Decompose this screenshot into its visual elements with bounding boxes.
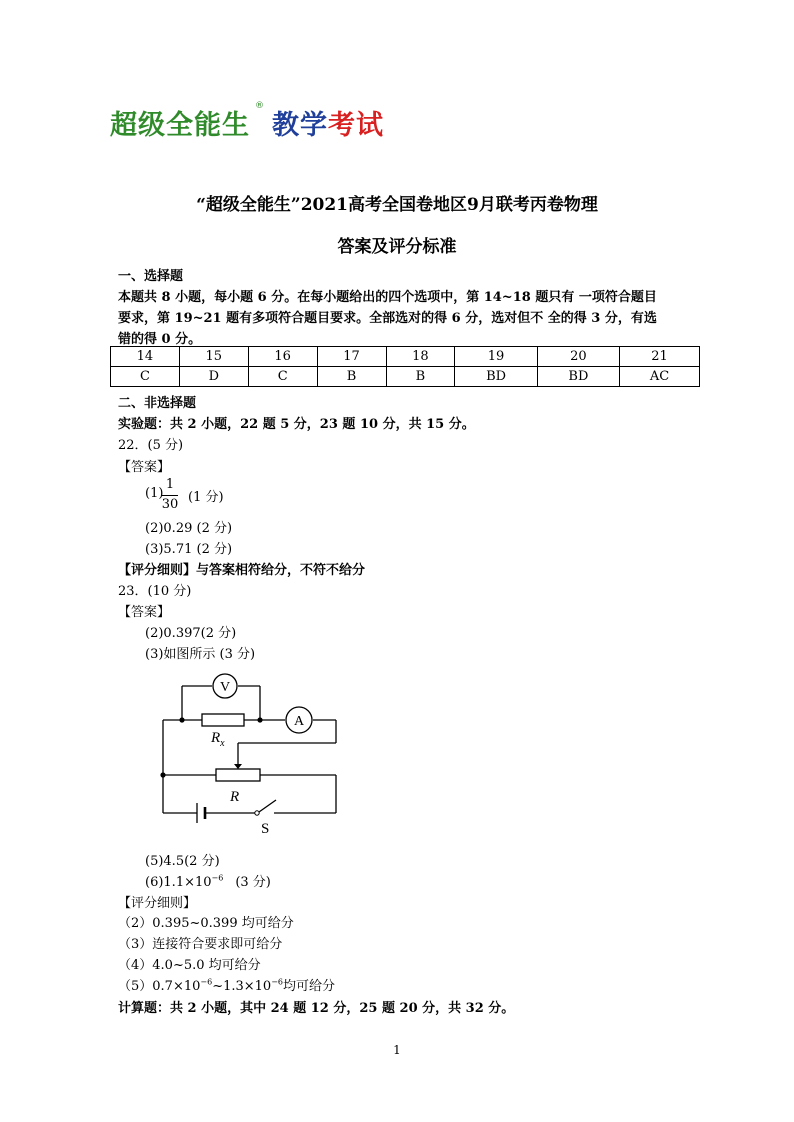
- fraction-denominator: 30: [161, 497, 179, 512]
- fraction-bar: [162, 495, 178, 496]
- switch-label: S: [261, 821, 270, 837]
- q22-a1-score: (1 分): [188, 490, 224, 505]
- q23-a5: (5)4.5(2 分): [145, 854, 220, 869]
- rheostat-label: R: [230, 789, 240, 805]
- table-cell: 21: [620, 347, 700, 367]
- rx-letter: R: [211, 730, 221, 746]
- q23-rubric-3: （3）连接符合要求即可给分: [118, 937, 283, 952]
- section1-line: 要求，第 19~21 题有多项符合题目要求。全部选对的得 6 分，选对但不 全的得 3 分，有选: [118, 311, 657, 326]
- q23-a3: (3)如图所示 (3 分): [145, 647, 256, 662]
- logo-subtitle: [272, 103, 384, 142]
- section1-heading: 一、选择题: [118, 269, 184, 284]
- r5-part-b: ~1.3×10: [212, 979, 272, 994]
- slider-arrow: [234, 764, 242, 769]
- q22-rubric: 【评分细则】与答案相符给分，不符不给分: [118, 563, 366, 578]
- switch-contact: [255, 811, 259, 815]
- r5-part-a: （5）0.7×10: [118, 979, 201, 994]
- table-cell: 20: [537, 347, 619, 367]
- registered-mark: ®: [255, 101, 264, 111]
- table-row-answers: [111, 367, 700, 387]
- table-cell: B: [317, 367, 386, 387]
- q22-a1-prefix: (1): [145, 486, 164, 501]
- r5-exp1: −6: [200, 977, 213, 987]
- junction-dot: [257, 717, 262, 722]
- experiment-intro: 实验题：共 2 小题，22 题 5 分，23 题 10 分，共 15 分。: [118, 417, 475, 432]
- table-cell: D: [179, 367, 248, 387]
- q23-a6-prefix: (6)1.1×10: [145, 875, 212, 890]
- q23-a6-exponent: −6: [211, 873, 224, 883]
- rheostat: [216, 769, 260, 781]
- logo-part-red: 考试: [328, 110, 384, 141]
- document-subtitle: 答案及评分标准: [337, 237, 457, 257]
- q23-rubric-label: 【评分细则】: [118, 896, 197, 911]
- table-row-numbers: [111, 347, 700, 367]
- fraction-numerator: 1: [165, 477, 175, 492]
- r5-part-c: 均可给分: [283, 979, 336, 994]
- ammeter-label: A: [293, 714, 305, 729]
- calc-intro: 计算题：共 2 小题，其中 24 题 12 分，25 题 20 分，共 32 分。: [118, 1001, 515, 1016]
- q23-rubric-4: （4）4.0~5.0 均可给分: [118, 958, 261, 973]
- rx-subscript: x: [220, 738, 225, 749]
- q23-answer-label: 【答案】: [118, 605, 171, 620]
- answer-table: [110, 346, 700, 387]
- q22-a3: (3)5.71 (2 分): [145, 542, 233, 557]
- q23-a6: [145, 871, 271, 890]
- table-cell: 16: [248, 347, 317, 367]
- table-cell: 14: [111, 347, 180, 367]
- table-cell: BD: [537, 367, 619, 387]
- junction-dot: [160, 772, 165, 777]
- q23-rubric-2: （2）0.395~0.399 均可给分: [118, 916, 294, 931]
- table-cell: BD: [455, 367, 537, 387]
- logo-brand: 超级全能生: [110, 110, 250, 141]
- resistor-rx: [202, 714, 244, 726]
- q23-label: 23．(10 分): [118, 584, 192, 599]
- section2-heading: 二、非选择题: [118, 396, 197, 411]
- table-cell: 19: [455, 347, 537, 367]
- table-cell: B: [386, 367, 455, 387]
- table-cell: C: [111, 367, 180, 387]
- circuit-diagram: [150, 668, 350, 840]
- table-cell: 18: [386, 347, 455, 367]
- voltmeter-label: V: [219, 680, 231, 695]
- logo-part-blue: 教学: [272, 110, 328, 141]
- q22-a2: (2)0.29 (2 分): [145, 521, 233, 536]
- table-cell: AC: [620, 367, 700, 387]
- junction-dot: [179, 717, 184, 722]
- q23-a6-score: (3 分): [235, 875, 271, 890]
- section1-line: 错的得 0 分。: [118, 332, 202, 347]
- q22-answer-label: 【答案】: [118, 460, 171, 475]
- q23-rubric-5: [118, 975, 335, 994]
- q22-label: 22．(5 分): [118, 438, 184, 453]
- table-cell: 17: [317, 347, 386, 367]
- section1-line: 本题共 8 小题，每小题 6 分。在每小题给出的四个选项中，第 14~18 题只有 一项符合题目: [118, 290, 657, 305]
- document-title: “超级全能生”2021高考全国卷地区9月联考丙卷物理: [196, 195, 598, 215]
- resistor-rx-label: [210, 730, 225, 749]
- q23-a2: (2)0.397(2 分): [145, 626, 237, 641]
- table-cell: 15: [179, 347, 248, 367]
- r5-exp2: −6: [271, 977, 283, 987]
- page-number: 1: [393, 1043, 401, 1057]
- table-cell: C: [248, 367, 317, 387]
